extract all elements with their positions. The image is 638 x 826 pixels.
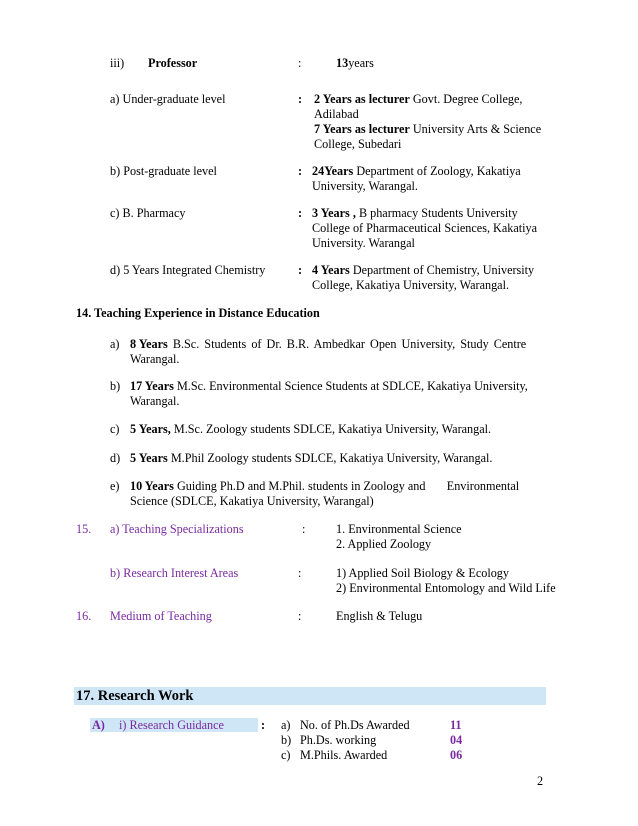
section-14-title: 14. Teaching Experience in Distance Education <box>76 306 320 320</box>
mphil-awarded-value: 06 <box>450 748 463 762</box>
chem-line-2: College, Kakatiya University, Warangal. <box>312 278 510 292</box>
rg-row-a-marker: a) <box>281 718 291 732</box>
s14-e-marker: e) <box>110 479 120 493</box>
chem-label: d) 5 Years Integrated Chemistry <box>110 263 266 277</box>
bpharm-line-2: College of Pharmaceutical Sciences, Kakatiya <box>312 221 538 235</box>
bpharm-colon: : <box>298 206 303 220</box>
phd-working-value: 04 <box>450 733 463 747</box>
professor-roman: iii) <box>110 56 125 70</box>
bpharm-label: c) B. Pharmacy <box>110 206 186 220</box>
s15-b-colon: : <box>298 566 302 580</box>
s14-a-line-2: Warangal. <box>130 352 180 366</box>
s16-colon: : <box>298 609 302 623</box>
professor-value: 13years <box>336 56 374 70</box>
teaching-specializations-label: a) Teaching Specializations <box>110 522 244 536</box>
specialization-1: 1. Environmental Science <box>336 522 462 536</box>
s17-a-marker: A) <box>92 718 105 732</box>
specialization-2: 2. Applied Zoology <box>336 537 432 551</box>
s14-b-line-2: Warangal. <box>130 394 180 408</box>
professor-colon: : <box>298 56 302 70</box>
ug-line-3: 7 Years as lecturer University Arts & Science <box>314 122 542 136</box>
s14-d-marker: d) <box>110 451 121 465</box>
rg-row-c-label: M.Phils. Awarded <box>300 748 388 762</box>
section-16-number: 16. <box>76 609 92 623</box>
section-15-number: 15. <box>76 522 92 536</box>
s17-colon: : <box>261 718 266 732</box>
s14-a-marker: a) <box>110 337 120 351</box>
rg-row-b-marker: b) <box>281 733 292 747</box>
pg-colon: : <box>298 164 303 178</box>
s14-c-line-1: 5 Years, M.Sc. Zoology students SDLCE, Kakatiya University, Warangal. <box>130 422 492 436</box>
s14-e-line-2: Science (SDLCE, Kakatiya University, Warangal) <box>130 494 374 508</box>
research-interest-1: 1) Applied Soil Biology & Ecology <box>336 566 509 580</box>
bpharm-line-3: University. Warangal <box>312 236 415 250</box>
bpharm-line-1: 3 Years , B pharmacy Students University <box>312 206 518 220</box>
research-guidance-label: i) Research Guidance <box>119 718 224 732</box>
phd-awarded-value: 11 <box>450 718 462 732</box>
s14-e-line-1: 10 Years Guiding Ph.D and M.Phil. students in Zoology and Environmental <box>130 479 520 493</box>
s14-b-line-1: 17 Years M.Sc. Environmental Science Students at SDLCE, Kakatiya University, <box>130 379 528 393</box>
chem-line-1: 4 Years Department of Chemistry, University <box>312 263 535 277</box>
section-17-title: 17. Research Work <box>76 688 194 704</box>
rg-row-c-marker: c) <box>281 748 291 762</box>
research-interest-label: b) Research Interest Areas <box>110 566 239 580</box>
medium-of-teaching-label: Medium of Teaching <box>110 609 212 623</box>
ug-line-4: College, Subedari <box>314 137 402 151</box>
pg-label: b) Post-graduate level <box>110 164 217 178</box>
s14-c-marker: c) <box>110 422 120 436</box>
pg-line-1: 24Years Department of Zoology, Kakatiya <box>312 164 521 178</box>
ug-line-2: Adilabad <box>314 107 359 121</box>
s14-d-line-1: 5 Years M.Phil Zoology students SDLCE, Kakatiya University, Warangal. <box>130 451 493 465</box>
chem-colon: : <box>298 263 303 277</box>
rg-row-a-label: No. of Ph.Ds Awarded <box>300 718 410 732</box>
s14-a-line-1: 8 Years B.Sc. Students of Dr. B.R. Ambedkar Open University, Study Centre <box>130 337 527 351</box>
ug-line-1: 2 Years as lecturer Govt. Degree College, <box>314 92 523 106</box>
professor-label: Professor <box>148 56 198 70</box>
s14-b-marker: b) <box>110 379 121 393</box>
medium-of-teaching-value: English & Telugu <box>336 609 423 623</box>
pg-line-2: University, Warangal. <box>312 179 418 193</box>
ug-label: a) Under-graduate level <box>110 92 226 106</box>
s15-a-colon: : <box>302 522 306 536</box>
research-interest-2: 2) Environmental Entomology and Wild Life <box>336 581 556 595</box>
page-number: 2 <box>537 774 544 788</box>
ug-colon: : <box>298 92 303 106</box>
rg-row-b-label: Ph.Ds. working <box>300 733 377 747</box>
